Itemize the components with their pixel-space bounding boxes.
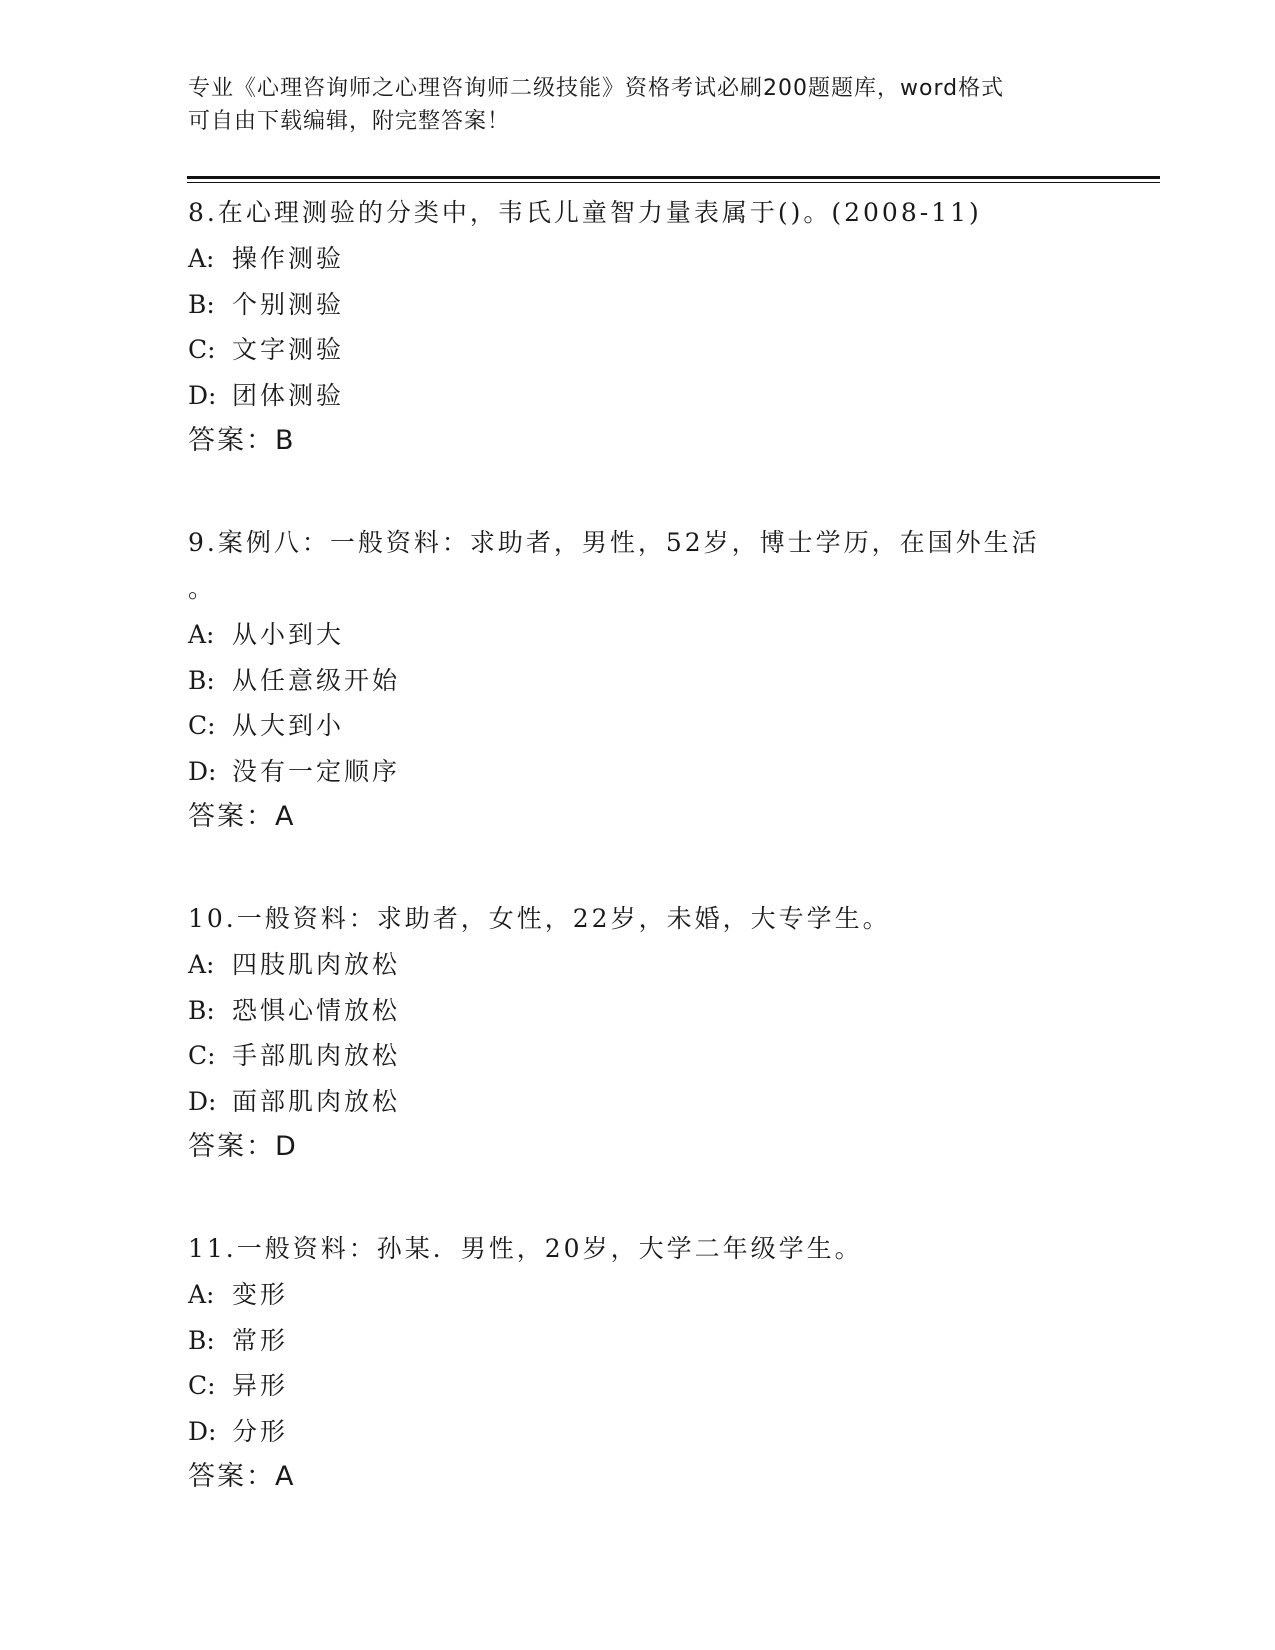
option-letter: B: — [188, 289, 215, 319]
option-text: 没有一定顺序 — [232, 756, 401, 786]
option-text: 操作测验 — [232, 244, 345, 273]
option-b — [188, 282, 1128, 328]
option-letter: B: — [188, 665, 215, 695]
option-letter: A: — [188, 620, 215, 649]
question-text: 11.一般资料：孙某．男性，20岁，大学二年级学生。 — [188, 1234, 863, 1263]
option-letter: A: — [188, 950, 215, 979]
option-c — [188, 703, 1128, 749]
option-letter: D: — [188, 756, 217, 786]
option-d — [188, 1409, 1128, 1455]
option-text: 团体测验 — [232, 380, 345, 410]
option-text: 异形 — [232, 1371, 289, 1400]
question-8 — [188, 190, 1128, 464]
answer-line: 答案：D — [188, 1131, 298, 1162]
answer-line: 答案：A — [188, 801, 296, 832]
option-b — [188, 1318, 1128, 1364]
option-letter: D: — [188, 1086, 217, 1116]
option-c — [188, 1363, 1128, 1409]
option-letter: C: — [188, 711, 216, 740]
option-text: 四肢肌肉放松 — [232, 950, 401, 979]
option-text: 变形 — [232, 1280, 289, 1309]
option-text: 文字测验 — [232, 335, 345, 364]
answer-line: 答案：A — [188, 1461, 296, 1492]
option-d — [188, 1079, 1128, 1125]
option-letter: C: — [188, 335, 216, 364]
question-9 — [188, 520, 1128, 840]
option-letter: D: — [188, 1416, 217, 1446]
header-divider-thin — [187, 182, 1160, 183]
question-text: 9.案例八：一般资料：求助者，男性，52岁，博士学历，在国外生活 — [188, 528, 1040, 557]
option-d — [188, 749, 1128, 795]
option-text: 从大到小 — [232, 711, 345, 740]
option-letter: A: — [188, 244, 215, 273]
option-text: 从小到大 — [232, 620, 345, 649]
header-line-2: 可自由下载编辑，附完整答案！ — [188, 109, 511, 134]
option-a — [188, 612, 1128, 658]
option-letter: A: — [188, 1280, 215, 1309]
option-letter: B: — [188, 1325, 215, 1355]
header-divider-thick — [187, 176, 1160, 179]
option-b — [188, 988, 1128, 1034]
option-a — [188, 942, 1128, 988]
option-text: 从任意级开始 — [232, 665, 401, 695]
question-text: 10.一般资料：求助者，女性，22岁，未婚，大专学生。 — [188, 904, 891, 933]
question-text: 8.在心理测验的分类中，韦氏儿童智力量表属于()。(2008-11) — [188, 198, 982, 227]
option-d — [188, 373, 1128, 419]
option-a — [188, 236, 1128, 282]
answer-line: 答案：B — [188, 425, 296, 456]
option-letter: C: — [188, 1041, 216, 1070]
document-header — [188, 72, 1068, 138]
option-letter: B: — [188, 995, 215, 1025]
header-line-1: 专业《心理咨询师之心理咨询师二级技能》资格考试必刷200题题库，word格式 — [188, 76, 1005, 101]
question-11 — [188, 1226, 1128, 1500]
option-c — [188, 1033, 1128, 1079]
option-b — [188, 658, 1128, 704]
option-text: 面部肌肉放松 — [232, 1086, 401, 1116]
option-text: 恐惧心情放松 — [232, 995, 401, 1025]
option-text: 分形 — [232, 1416, 289, 1446]
option-c — [188, 327, 1128, 373]
option-text: 手部肌肉放松 — [232, 1041, 401, 1070]
option-letter: C: — [188, 1371, 216, 1400]
question-list — [188, 190, 1128, 1556]
option-a — [188, 1272, 1128, 1318]
option-text: 常形 — [232, 1325, 289, 1355]
option-letter: D: — [188, 380, 217, 410]
question-text-continuation: 。 — [188, 574, 217, 603]
option-text: 个别测验 — [232, 289, 345, 319]
question-10 — [188, 896, 1128, 1170]
